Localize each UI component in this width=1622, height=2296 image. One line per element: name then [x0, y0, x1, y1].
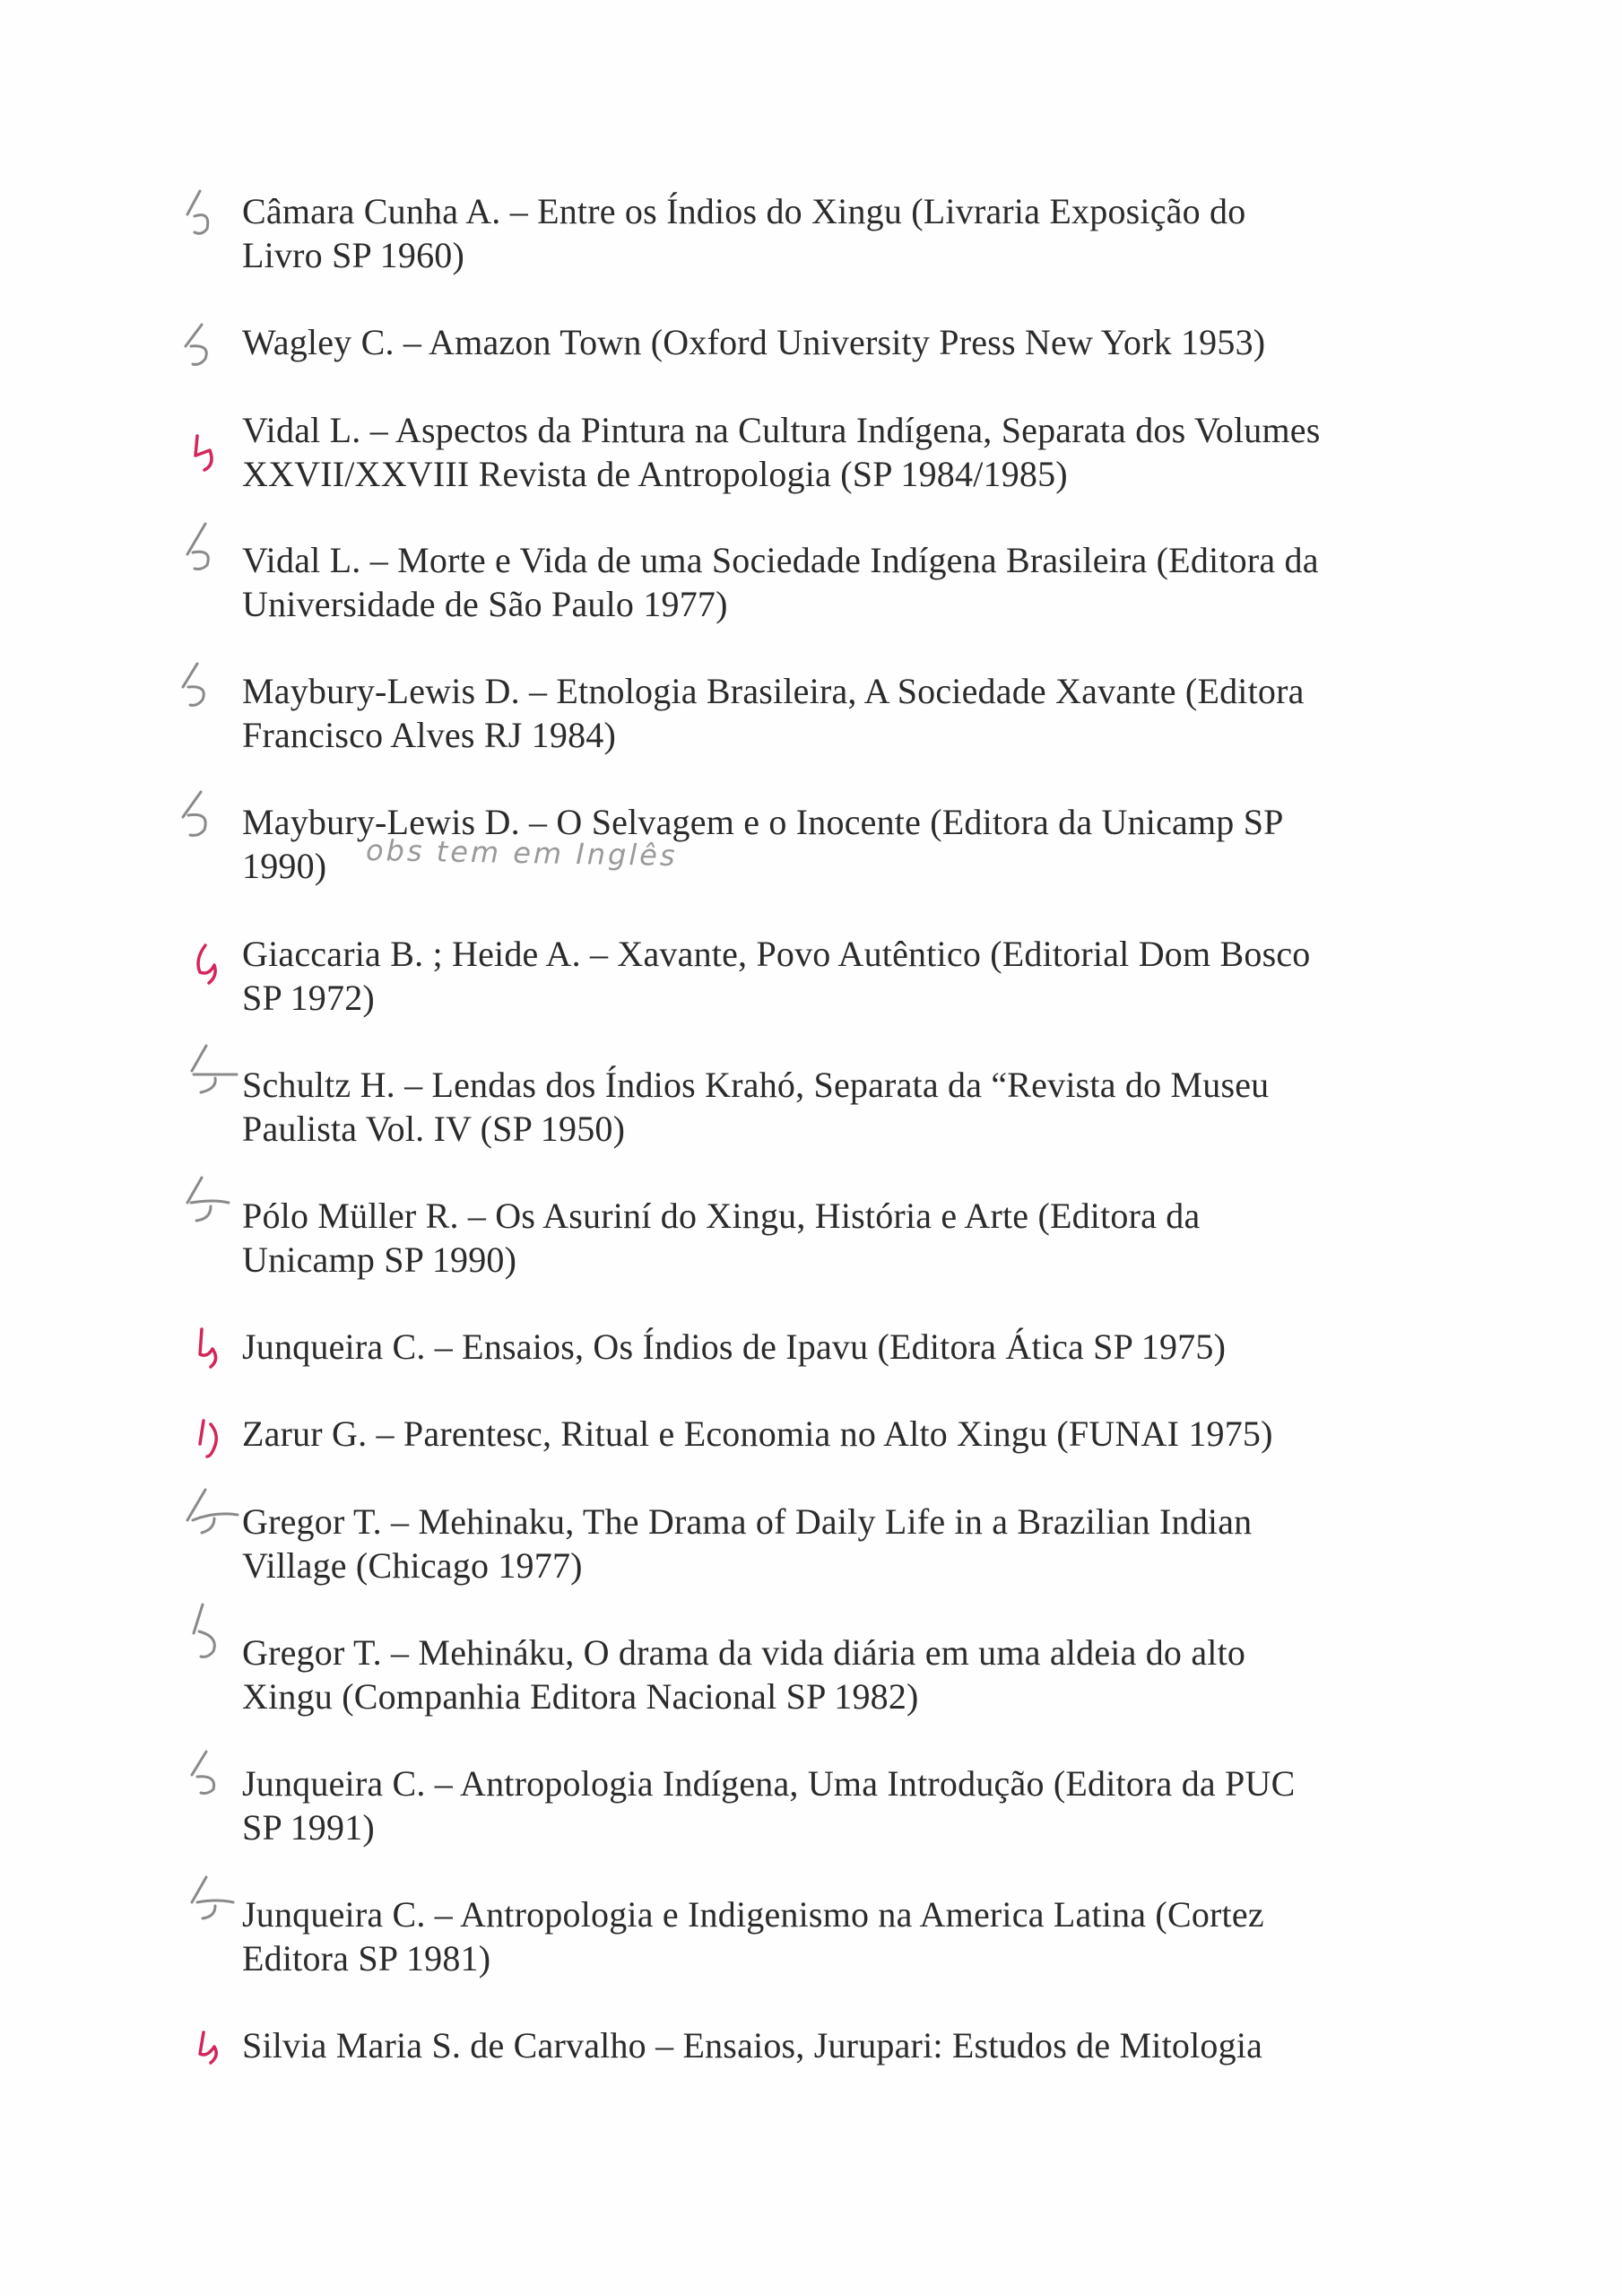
bibliography-entry — [242, 320, 1408, 364]
bibliography-entry — [242, 1761, 1408, 1849]
entry-line-2: Village (Chicago 1977) — [242, 1545, 583, 1586]
entry-line-1: Giaccaria B. ; Heide A. – Xavante, Povo Autêntico (Editorial Dom Bosco — [242, 934, 1311, 974]
entry-line-2: Xingu (Companhia Editora Nacional SP 1982) — [242, 1676, 919, 1717]
entry-line-2: 1990) — [242, 846, 327, 886]
entry-line-2: Unicamp SP 1990) — [242, 1239, 517, 1280]
entry-line-1: Zarur G. – Parentesc, Ritual e Economia no Alto Xingu (FUNAI 1975) — [242, 1413, 1273, 1454]
entry-line-1: Junqueira C. – Antropologia e Indigenismo na America Latina (Cortez — [242, 1894, 1264, 1935]
entry-line-2: SP 1991) — [242, 1807, 375, 1848]
entry-line-1: Vidal L. – Morte e Vida de uma Sociedade Indígena Brasileira (Editora da — [242, 540, 1319, 580]
entry-line-2: XXVII/XXVIII Revista de Antropologia (SP 1984/1985) — [242, 454, 1068, 494]
handwritten-pencil-note: obs tem em Inglês — [365, 832, 678, 874]
entry-line-1: Vidal L. – Aspectos da Pintura na Cultura Indígena, Separata dos Volumes — [242, 410, 1321, 450]
pencil-check-mark — [170, 655, 251, 726]
entry-line-1: Gregor T. – Mehinaku, The Drama of Daily Life in a Brazilian Indian — [242, 1501, 1253, 1542]
bibliography-entry — [242, 1892, 1408, 1980]
entry-line-1: Maybury-Lewis D. – O Selvagem e o Inocente (Editora da Unicamp SP — [242, 802, 1284, 842]
entry-line-1: Schultz H. – Lendas dos Índios Krahó, Separata da “Revista do Museu — [242, 1065, 1270, 1105]
bibliography-entry — [242, 1412, 1408, 1456]
entry-line-2: Francisco Alves RJ 1984) — [242, 715, 616, 755]
entry-line-2: Editora SP 1981) — [242, 1938, 491, 1979]
entry-line-1: Wagley C. – Amazon Town (Oxford University Press New York 1953) — [242, 322, 1266, 362]
bibliography-entry — [242, 2023, 1408, 2067]
pencil-check-mark — [170, 785, 251, 857]
bibliography-entry — [242, 932, 1408, 1020]
bibliography-entry — [242, 1325, 1408, 1369]
entry-line-2: SP 1972) — [242, 978, 375, 1018]
bibliography-entry — [242, 1194, 1408, 1282]
bibliography-entry — [242, 189, 1408, 277]
bibliography-entry — [242, 538, 1408, 626]
entry-line-2: Livro SP 1960) — [242, 235, 464, 275]
bibliography-entry — [242, 1063, 1408, 1151]
entry-line-1: Maybury-Lewis D. – Etnologia Brasileira, A Sociedade Xavante (Editora — [242, 671, 1305, 711]
entry-line-1: Junqueira C. – Antropologia Indígena, Uma Introdução (Editora da PUC — [242, 1763, 1296, 1804]
entry-line-1: Pólo Müller R. – Os Asuriní do Xingu, História e Arte (Editora da — [242, 1196, 1201, 1236]
entry-line-2: Paulista Vol. IV (SP 1950) — [242, 1109, 626, 1149]
entry-line-1: Silvia Maria S. de Carvalho – Ensaios, Jurupari: Estudos de Mitologia — [242, 2025, 1263, 2066]
entry-line-1: Gregor T. – Mehináku, O drama da vida diária em uma aldeia do alto — [242, 1632, 1246, 1673]
entry-line-1: Junqueira C. – Ensaios, Os Índios de Ipavu (Editora Ática SP 1975) — [242, 1326, 1227, 1367]
bibliography-entry — [242, 1500, 1408, 1587]
bibliography-entry — [242, 669, 1408, 757]
bibliography-entry — [242, 408, 1408, 496]
entry-line-1: Câmara Cunha A. – Entre os Índios do Xingu (Livraria Exposição do — [242, 191, 1246, 231]
bibliography-entry — [242, 1631, 1408, 1718]
entry-line-2: Universidade de São Paulo 1977) — [242, 584, 728, 624]
